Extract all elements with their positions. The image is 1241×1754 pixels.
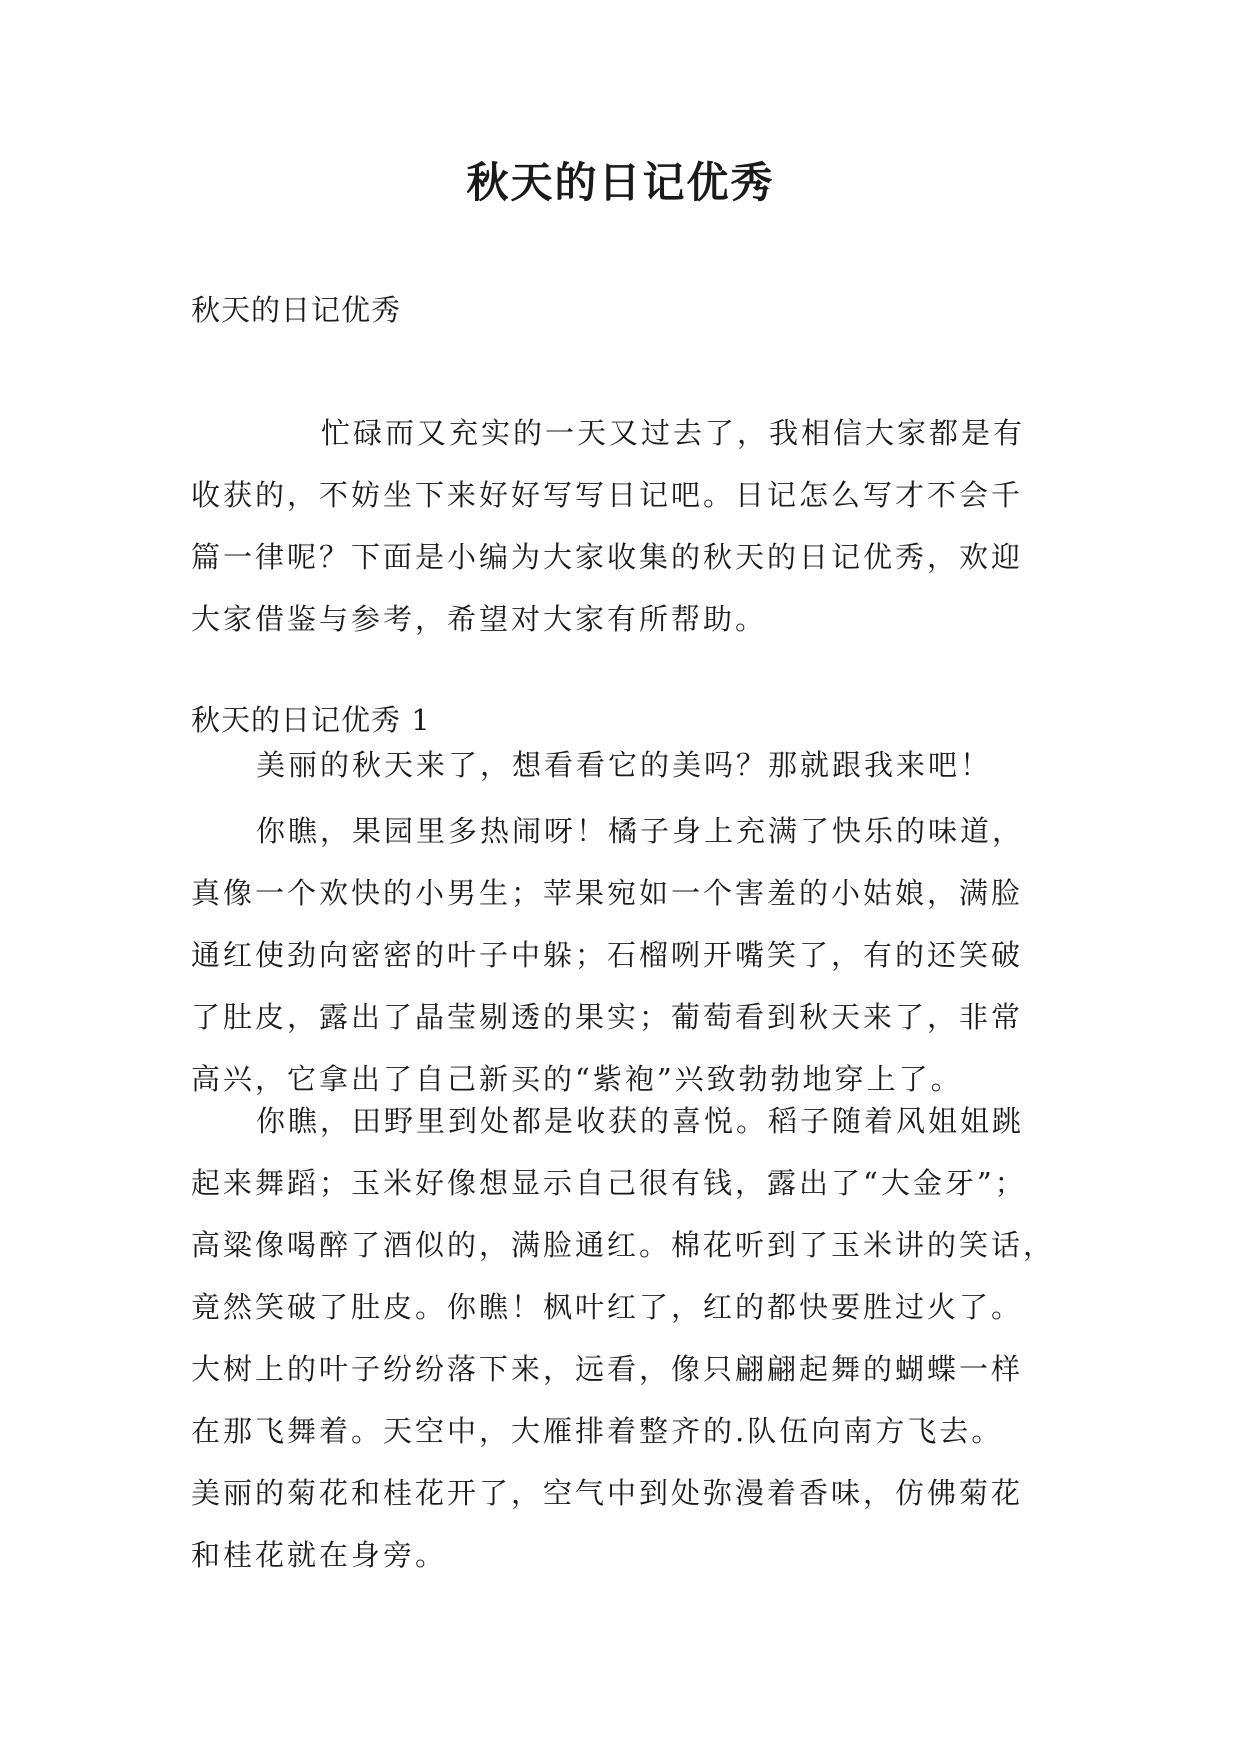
intro-paragraph: [191, 402, 1061, 650]
intro-line: 大家借鉴与参考，希望对大家有所帮助。: [191, 602, 768, 636]
intro-line: 忙碌而又充实的一天又过去了，我相信大家都是有: [321, 416, 1026, 450]
paragraph-line: 美丽的菊花和桂花开了，空气中到处弥漫着香味，仿佛菊花: [191, 1476, 1024, 1510]
document-title: 秋天的日记优秀: [466, 158, 775, 207]
paragraph-line: 高粱像喝醉了酒似的，满脸通红。棉花听到了玉米讲的笑话，: [191, 1228, 1056, 1262]
paragraph-line: 大树上的叶子纷纷落下来，远看，像只翩翩起舞的蝴蝶一样: [191, 1352, 1024, 1386]
paragraph-line: 真像一个欢快的小男生；苹果宛如一个害羞的小姑娘，满脸: [191, 876, 1024, 910]
paragraph-line: 你瞧，田野里到处都是收获的喜悦。稻子随着风姐姐跳: [256, 1104, 1025, 1138]
paragraph-2: [191, 800, 1061, 1110]
paragraph-line: 高兴，它拿出了自己新买的“紫袍”兴致勃勃地穿上了。: [191, 1062, 963, 1096]
paragraph-line: 竟然笑破了肚皮。你瞧！枫叶红了，红的都快要胜过火了。: [191, 1290, 1024, 1324]
paragraph-line: 了肚皮，露出了晶莹剔透的果实；葡萄看到秋天来了，非常: [191, 1000, 1024, 1034]
paragraph-line: 和桂花就在身旁。: [191, 1538, 448, 1572]
paragraph-3: [191, 1090, 1061, 1586]
document-subtitle: 秋天的日记优秀: [191, 293, 402, 327]
intro-line: 篇一律呢？下面是小编为大家收集的秋天的日记优秀，欢迎: [191, 540, 1024, 574]
paragraph-line: 你瞧，果园里多热闹呀！橘子身上充满了快乐的味道，: [256, 814, 1025, 848]
paragraph-line: 在那飞舞着。天空中，大雁排着整齐的.队伍向南方飞去。: [191, 1414, 1004, 1448]
paragraph-line: 通红使劲向密密的叶子中躲；石榴咧开嘴笑了，有的还笑破: [191, 938, 1024, 972]
paragraph-line: 起来舞蹈；玉米好像想显示自己很有钱，露出了“大金牙”；: [191, 1166, 1027, 1200]
section-heading: 秋天的日记优秀 1: [191, 703, 431, 737]
paragraph-1: [191, 734, 1061, 796]
paragraph-line: 美丽的秋天来了，想看看它的美吗？那就跟我来吧！: [256, 748, 993, 782]
intro-line: 收获的，不妨坐下来好好写写日记吧。日记怎么写才不会千: [191, 478, 1024, 512]
